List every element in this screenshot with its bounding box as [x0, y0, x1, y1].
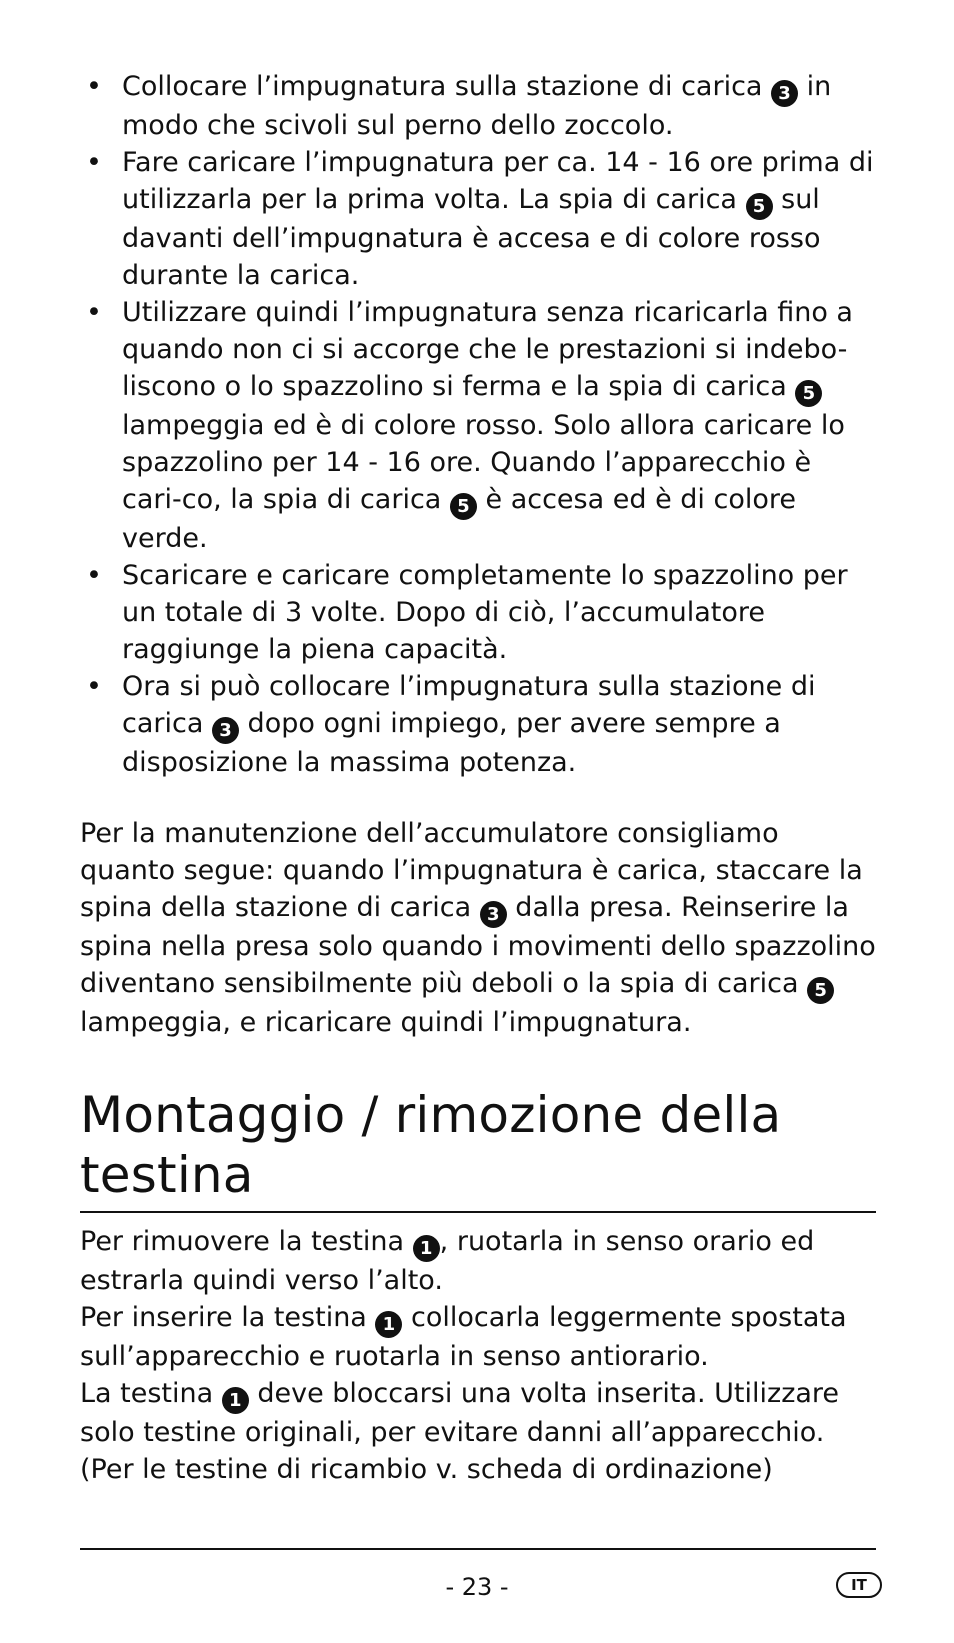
paragraph-text: deve bloccarsi una volta inserita. Utilizzare solo testine originali, per evitare danni all’apparecchio.: [80, 1378, 840, 1448]
charging-station-ref-icon: 3: [771, 80, 798, 107]
bullet-icon: •: [86, 297, 102, 328]
charge-indicator-ref-icon: 5: [450, 493, 477, 520]
item-text: lampeggia ed è di colore rosso. Solo allora caricare lo spazzolino per 14 - 16 ore. Quando l’apparecchio è cari-co, la spia di carica: [122, 410, 845, 515]
paragraph-text: dalla presa. Reinserire la spina nella presa solo quando i movimenti dello spazzolino diventano sensibilmente più deboli o la spia di carica: [80, 892, 876, 999]
list-item: [80, 557, 876, 668]
list-item: [80, 294, 876, 557]
footer-divider: [80, 1548, 876, 1550]
page-number: - 23 -: [445, 1573, 509, 1601]
item-text: Ora si può collocare l’impugnatura sulla stazione di carica: [122, 671, 816, 739]
item-text: Scaricare e caricare completamente lo spazzolino per un totale di 3 volte. Dopo di ciò, l’accumulatore raggiunge la piena capacità.: [122, 560, 848, 665]
paragraph-text: Per inserire la testina: [80, 1302, 376, 1333]
section-heading: Montaggio / rimozione della testina: [80, 1085, 876, 1213]
brush-head-section: [80, 1223, 876, 1488]
item-text: Utilizzare quindi l’impugnatura senza ricaricarla fino a quando non ci si accorge che le prestazioni si indebo-liscono o lo spazzolino si ferma e la spia di carica: [122, 297, 853, 402]
paragraph-text: La testina: [80, 1378, 222, 1409]
brush-head-ref-icon: 1: [413, 1235, 440, 1262]
bullet-icon: •: [86, 147, 102, 178]
charge-indicator-ref-icon: 5: [807, 977, 834, 1004]
paragraph-text: Per rimuovere la testina: [80, 1226, 413, 1257]
item-text: è accesa ed è di colore verde.: [122, 484, 796, 554]
charging-instructions-list: [80, 68, 876, 781]
list-item: [80, 68, 876, 144]
bullet-icon: •: [86, 560, 102, 591]
maintenance-paragraph: [80, 815, 876, 1041]
bullet-icon: •: [86, 671, 102, 702]
lock-head-paragraph: [80, 1375, 876, 1451]
manual-page: [80, 68, 876, 1488]
item-text: sul davanti dell’impugnatura è accesa e di colore rosso durante la carica.: [122, 184, 821, 291]
insert-head-paragraph: [80, 1299, 876, 1375]
item-text: dopo ogni impiego, per avere sempre a disposizione la massima potenza.: [122, 708, 781, 778]
item-text: Collocare l’impugnatura sulla stazione di carica: [122, 71, 772, 102]
charging-station-ref-icon: 3: [480, 901, 507, 928]
item-text: in modo che scivoli sul perno dello zoccolo.: [122, 71, 832, 141]
bullet-icon: •: [86, 71, 102, 102]
charging-station-ref-icon: 3: [212, 717, 239, 744]
paragraph-text: , ruotarla in senso orario ed estrarla quindi verso l’alto.: [80, 1226, 815, 1296]
spare-heads-note: (Per le testine di ricambio v. scheda di ordinazione): [80, 1454, 773, 1485]
language-badge: IT: [836, 1572, 882, 1598]
item-text: Fare caricare l’impugnatura per ca. 14 - 16 ore prima di utilizzarla per la prima volta. La spia di carica: [122, 147, 874, 215]
brush-head-ref-icon: 1: [375, 1311, 402, 1338]
remove-head-paragraph: [80, 1223, 876, 1299]
charge-indicator-ref-icon: 5: [795, 380, 822, 407]
paragraph-text: collocarla leggermente spostata sull’apparecchio e ruotarla in senso antiorario.: [80, 1302, 847, 1372]
paragraph-text: lampeggia, e ricaricare quindi l’impugnatura.: [80, 1007, 692, 1038]
list-item: [80, 144, 876, 294]
charge-indicator-ref-icon: 5: [746, 193, 773, 220]
list-item: [80, 668, 876, 781]
paragraph-text: Per la manutenzione dell’accumulatore consigliamo quanto segue: quando l’impugnatura è carica, staccare la spina della stazione di carica: [80, 818, 863, 923]
brush-head-ref-icon: 1: [222, 1387, 249, 1414]
